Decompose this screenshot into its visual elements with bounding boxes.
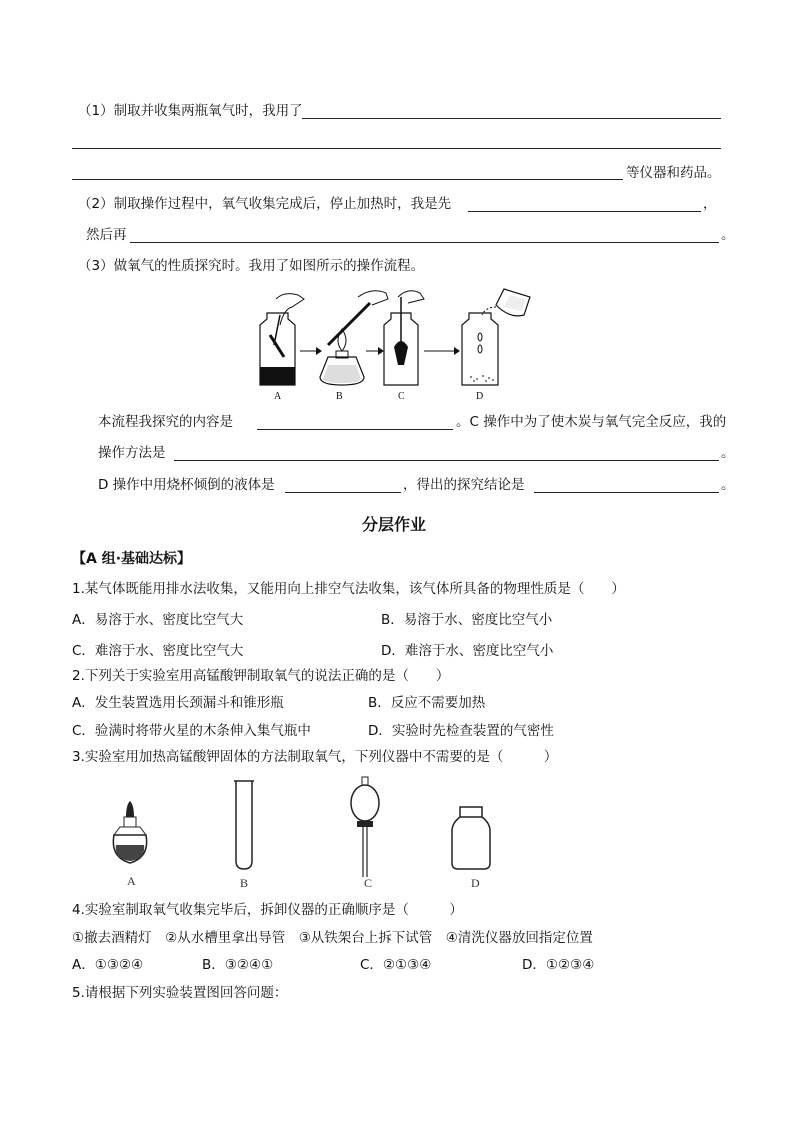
explore-answer-blank[interactable] [257, 429, 453, 430]
separatory-funnel-icon [351, 777, 379, 877]
q1-answer-blank-2[interactable] [72, 148, 721, 149]
q2-end: 。 [721, 227, 735, 243]
explore-suffix: 。C 操作中为了使木炭与氧气完全反应，我的 [456, 414, 727, 430]
flow-step-d-figure [462, 289, 530, 385]
q1-option-b[interactable]: B．易溶于水、密度比空气小 [381, 612, 553, 628]
q3-text: （3）做氧气的性质探究时。我用了如图所示的操作流程。 [78, 258, 425, 274]
q2-option-c[interactable]: C．验满时将带火星的木条伸入集气瓶中 [72, 723, 311, 739]
alcohol-lamp-icon [113, 801, 146, 863]
q2-stem: 2.下列关于实验室用高锰酸钾制取氧气的说法正确的是（ ） [72, 668, 450, 684]
flow-label-c: C [398, 391, 405, 402]
q2-option-b[interactable]: B．反应不需要加热 [368, 695, 486, 711]
q4-option-a[interactable]: A．①③②④ [72, 957, 144, 973]
flow-label-b: B [336, 391, 343, 402]
q1-answer-blank-3[interactable] [72, 179, 623, 180]
oxygen-property-flow-diagram [248, 285, 548, 403]
group-a-heading: 【A 组·基础达标】 [72, 551, 192, 567]
q3-label-c: C [364, 876, 373, 890]
explore-prefix: 本流程我探究的内容是 [98, 414, 233, 430]
flow-step-c-figure [384, 291, 424, 385]
page-title: 分层作业 [362, 515, 427, 534]
method-answer-blank[interactable] [174, 460, 719, 461]
q1-option-c[interactable]: C．难溶于水、密度比空气大 [72, 643, 244, 659]
q3-instruments-figure [100, 775, 520, 893]
test-tube-icon [234, 781, 254, 869]
q3-label-b: B [240, 876, 249, 890]
q3-stem: 3.实验室用加热高锰酸钾固体的方法制取氧气，下列仪器中不需要的是（ ） [72, 749, 558, 765]
method-end: 。 [721, 445, 735, 461]
q1-stem: 1.某气体既能用排水法收集，又能用向上排空气法收集，该气体所具备的物理性质是（ ） [72, 581, 625, 597]
q5-stem: 5.请根据下列实验装置图回答问题： [72, 985, 288, 1001]
q4-option-c[interactable]: C．②①③④ [360, 957, 432, 973]
method-prefix: 操作方法是 [98, 445, 166, 461]
q3-label-d: D [471, 876, 480, 890]
d-conclusion-answer-blank[interactable] [534, 492, 719, 493]
q2-then: 然后再 [86, 227, 127, 243]
d-end: 。 [721, 477, 735, 493]
q1-suffix: 等仪器和药品。 [626, 165, 721, 181]
q4-option-d[interactable]: D．①②③④ [522, 957, 595, 973]
flow-step-a-figure [260, 294, 304, 385]
q4-steps: ①撤去酒精灯 ②从水槽里拿出导管 ③从铁架台上拆下试管 ④清洗仪器放回指定位置 [72, 930, 593, 946]
q1-option-a[interactable]: A．易溶于水、密度比空气大 [72, 612, 244, 628]
wide-mouth-bottle-icon [452, 807, 490, 869]
q2-option-a[interactable]: A．发生装置选用长颈漏斗和锥形瓶 [72, 695, 284, 711]
flow-label-d: D [476, 391, 484, 402]
d-middle: ，得出的探究结论是 [403, 477, 525, 493]
q2-answer-blank-1[interactable] [468, 211, 701, 212]
d-liquid-answer-blank[interactable] [285, 492, 401, 493]
flow-label-a: A [274, 391, 282, 402]
d-prefix: D 操作中用烧杯倾倒的液体是 [98, 477, 275, 493]
q3-label-a: A [127, 874, 136, 888]
q1-option-d[interactable]: D．难溶于水、密度比空气小 [381, 643, 554, 659]
q1-prefix: （1）制取并收集两瓶氧气时，我用了 [78, 103, 303, 119]
flow-step-b-figure [320, 291, 388, 385]
q2-option-d[interactable]: D．实验时先检查装置的气密性 [368, 723, 554, 739]
q2-comma: ， [703, 196, 717, 212]
q2-answer-blank-2[interactable] [130, 242, 719, 243]
q2-prefix: （2）制取操作过程中，氧气收集完成后，停止加热时，我是先 [78, 196, 452, 212]
q4-stem: 4.实验室制取氧气收集完毕后，拆卸仪器的正确顺序是（ ） [72, 902, 463, 918]
q1-answer-blank-1[interactable] [302, 118, 721, 119]
q4-option-b[interactable]: B．③②④① [202, 957, 274, 973]
